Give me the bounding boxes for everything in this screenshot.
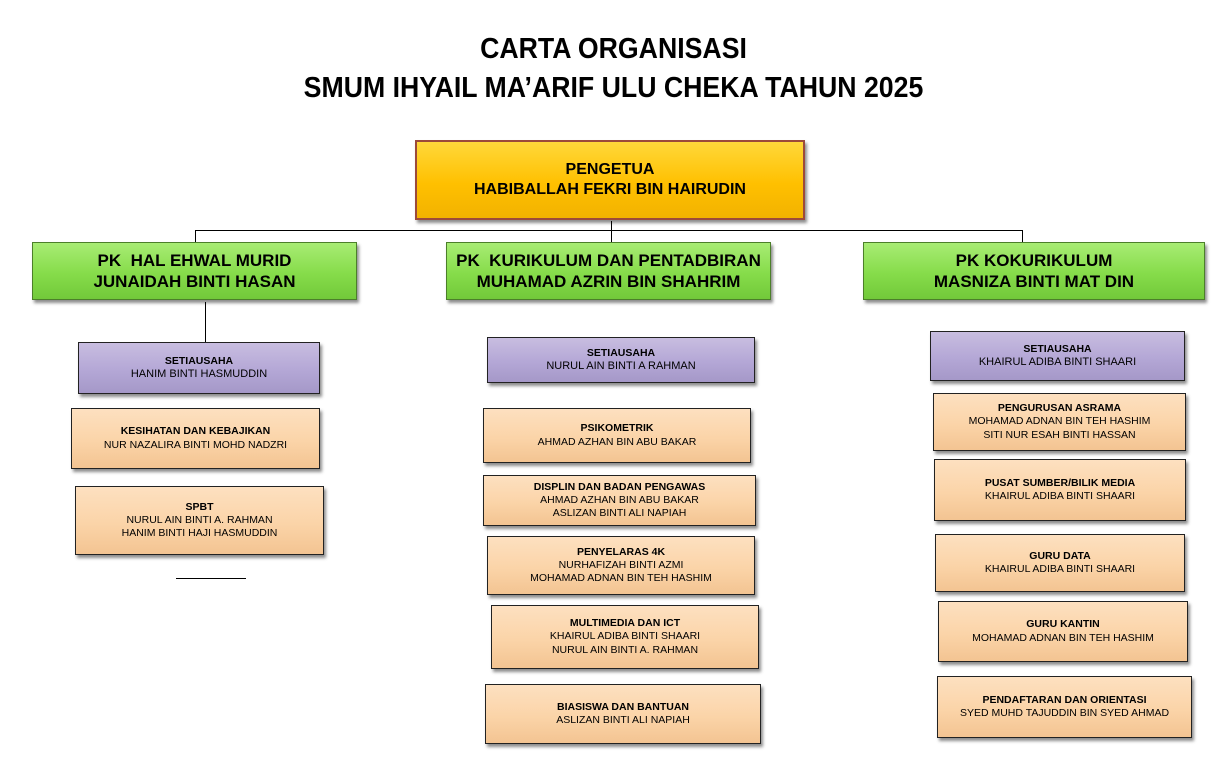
middle-unit-psikometrik: [483, 408, 751, 463]
unit-member: ASLIZAN BINTI ALI NAPIAH: [556, 714, 690, 726]
unit-member: ASLIZAN BINTI ALI NAPIAH: [552, 507, 687, 520]
right-unit-guru-data: [935, 534, 1185, 592]
middle-unit-penyelaras-4k: [487, 536, 755, 595]
pk-kurikulum-title: PK KURIKULUM DAN PENTADBIRAN: [456, 250, 761, 270]
unit-member: HANIM BINTI HAJI HASMUDDIN: [121, 527, 278, 540]
unit-member: AHMAD AZHAN BIN ABU BAKAR: [540, 493, 699, 506]
chart-title-line-2: SMUM IHYAIL MA’ARIF ULU CHEKA TAHUN 2025: [303, 72, 924, 104]
middle-secretary-box: [487, 337, 755, 383]
principal-box: [415, 140, 805, 220]
unit-member: SYED MUHD TAJUDDIN BIN SYED AHMAD: [959, 707, 1170, 719]
connector-left-drop: [195, 230, 196, 242]
pk-hem-name: JUNAIDAH BINTI HASAN: [93, 272, 296, 291]
connector-horizontal: [195, 230, 1023, 231]
unit-title: PENYELARAS 4K: [576, 545, 666, 558]
unit-title: PENDAFTARAN DAN ORIENTASI: [982, 693, 1147, 706]
pk-kokurikulum-box: [863, 242, 1205, 300]
pk-kokurikulum-name: MASNIZA BINTI MAT DIN: [933, 272, 1135, 291]
principal-name: HABIBALLAH FEKRI BIN HAIRUDIN: [474, 181, 746, 198]
pk-kokurikulum-title: PK KOKURIKULUM: [955, 250, 1113, 270]
connector-right-drop: [1022, 230, 1023, 242]
connector-middle-drop: [611, 230, 612, 242]
unit-member: AHMAD AZHAN BIN ABU BAKAR: [537, 435, 697, 448]
middle-unit-biasiswa: [485, 684, 761, 744]
connector-left-secretary: [205, 302, 206, 342]
unit-member: MOHAMAD ADNAN BIN TEH HASHIM: [530, 572, 712, 585]
unit-title: SETIAUSAHA: [1023, 342, 1092, 355]
unit-title: PENGURUSAN ASRAMA: [997, 402, 1122, 415]
middle-unit-disiplin: [483, 475, 756, 526]
pk-kurikulum-box: [446, 242, 771, 300]
chart-title-line-1: CARTA ORGANISASI: [480, 33, 747, 65]
pk-hem-title: PK HAL EHWAL MURID: [97, 250, 292, 270]
unit-member: NUR NAZALIRA BINTI MOHD NADZRI: [103, 438, 288, 451]
unit-member: KHAIRUL ADIBA BINTI SHAARI: [984, 563, 1136, 575]
right-unit-guru-kantin: [938, 601, 1188, 662]
unit-member: KHAIRUL ADIBA BINTI SHAARI: [549, 630, 701, 643]
unit-title: GURU KANTIN: [1026, 618, 1100, 631]
unit-member: SITI NUR ESAH BINTI HASSAN: [983, 428, 1136, 441]
unit-member: NURUL AIN BINTI A RAHMAN: [546, 359, 696, 372]
pk-hem-box: [32, 242, 357, 300]
right-unit-pusat-sumber: [934, 459, 1186, 521]
unit-title: BIASISWA DAN BANTUAN: [556, 700, 690, 713]
unit-title: MULTIMEDIA DAN ICT: [569, 617, 681, 630]
unit-title: SETIAUSAHA: [586, 346, 656, 359]
unit-member: NURUL AIN BINTI A. RAHMAN: [126, 513, 273, 526]
middle-unit-multimedia: [491, 605, 759, 669]
unit-title: SETIAUSAHA: [164, 354, 234, 367]
unit-title: KESIHATAN DAN KEBAJIKAN: [120, 425, 271, 438]
unit-member: NURUL AIN BINTI A. RAHMAN: [551, 643, 699, 656]
unit-member: MOHAMAD ADNAN BIN TEH HASHIM: [972, 631, 1154, 644]
unit-title: PSIKOMETRIK: [580, 422, 654, 435]
right-unit-pendaftaran: [937, 676, 1192, 738]
left-unit-spbt: [75, 486, 324, 555]
unit-member: MOHAMAD ADNAN BIN TEH HASHIM: [968, 415, 1151, 428]
unit-member: NURHAFIZAH BINTI AZMI: [558, 558, 684, 571]
unit-title: PUSAT SUMBER/BILIK MEDIA: [984, 476, 1136, 489]
unit-member: HANIM BINTI HASMUDDIN: [130, 367, 268, 380]
unit-member: KHAIRUL ADIBA BINTI SHAARI: [984, 490, 1136, 502]
principal-title: PENGETUA: [565, 161, 655, 178]
stray-line: [176, 578, 246, 579]
unit-title: GURU DATA: [1029, 549, 1091, 562]
right-secretary-box: [930, 331, 1185, 381]
left-secretary-box: [78, 342, 320, 394]
pk-kurikulum-name: MUHAMAD AZRIN BIN SHAHRIM: [476, 272, 741, 291]
unit-title: DISPLIN DAN BADAN PENGAWAS: [533, 480, 706, 493]
unit-title: SPBT: [185, 500, 214, 513]
left-unit-kesihatan: [71, 408, 320, 469]
right-unit-asrama: [933, 393, 1186, 451]
unit-member: KHAIRUL ADIBA BINTI SHAARI: [978, 355, 1137, 368]
